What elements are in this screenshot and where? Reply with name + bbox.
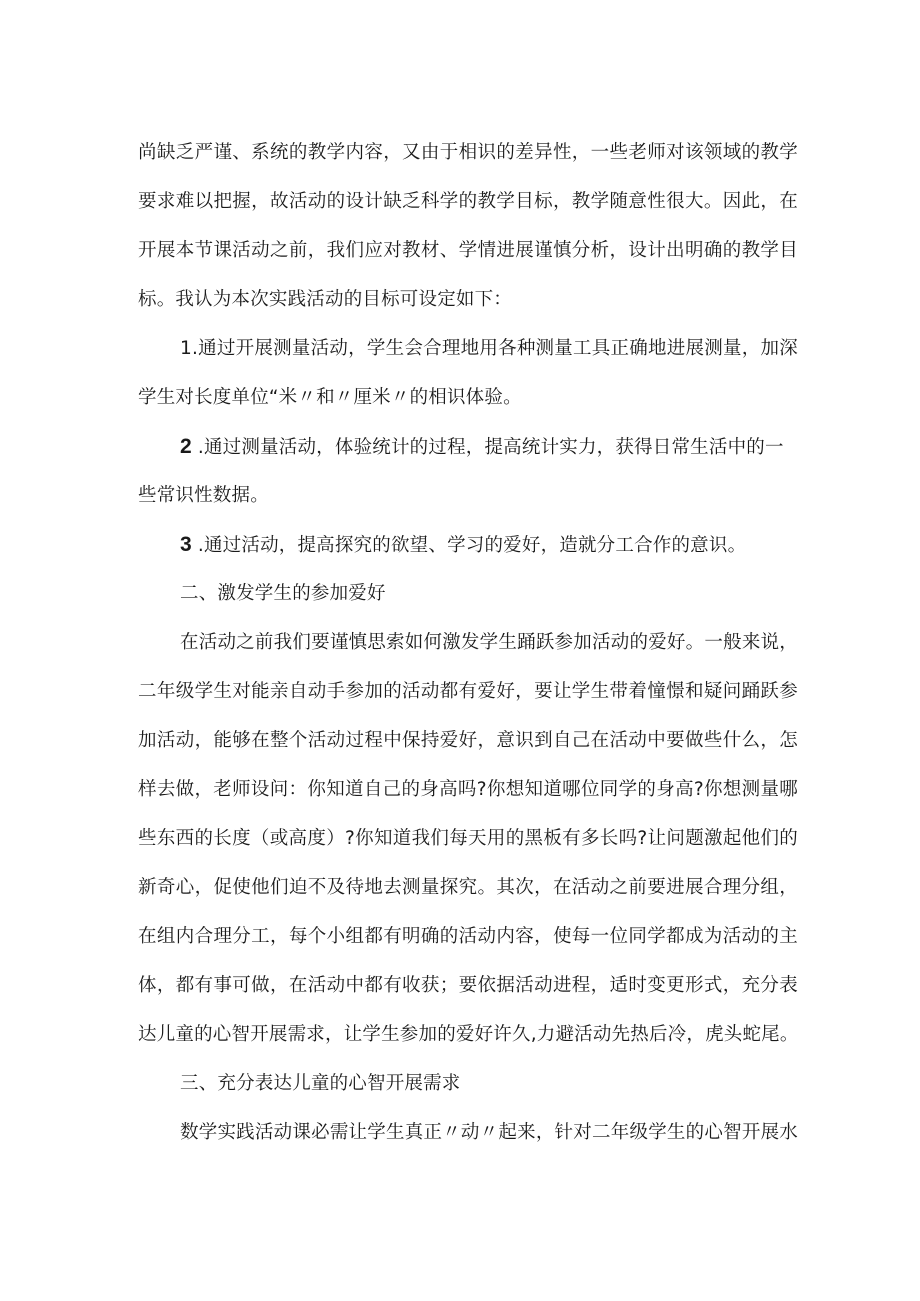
list-item-text: .通过活动，提高探究的欲望、学习的爱好，造就分工合作的意识。	[197, 535, 747, 556]
list-item-3	[180, 532, 798, 559]
list-item-2	[180, 434, 798, 461]
list-number: 2	[180, 435, 192, 458]
list-item-text: .通过测量活动，体验统计的过程，提高统计实力，获得日常生活中的一	[197, 437, 784, 458]
paragraph-line: 在组内合理分工，每个小组都有明确的活动内容，使每一位同学都成为活动的主	[138, 926, 798, 947]
section-heading: 二、激发学生的参加爱好	[180, 583, 386, 604]
list-number: 3	[180, 533, 192, 556]
paragraph-line: 加活动，能够在整个活动过程中保持爱好，意识到自己在活动中要做些什么，怎	[138, 730, 798, 751]
paragraph-line: 体，都有事可做，在活动中都有收获；要依据活动进程，适时变更形式，充分表	[138, 975, 798, 996]
paragraph-line: 在活动之前我们要谨慎思索如何激发学生踊跃参加活动的爱好。一般来说，	[180, 632, 798, 653]
paragraph-line: 达儿童的心智开展需求，让学生参加的爱好许久,力避活动先热后冷，虎头蛇尾。	[138, 1024, 799, 1045]
paragraph-line: 样去做，老师设问：你知道自己的身高吗?你想知道哪位同学的身高?你想测量哪	[138, 779, 798, 800]
paragraph-line: 标。我认为本次实践活动的目标可设定如下：	[138, 289, 513, 310]
paragraph-line: 数学实践活动课必需让学生真正〃动〃起来，针对二年级学生的心智开展水	[180, 1122, 798, 1143]
list-item-1	[180, 336, 798, 362]
paragraph-line: 要求难以把握，故活动的设计缺乏科学的教学目标，教学随意性很大。因此，在	[138, 191, 798, 212]
paragraph-line: 二年级学生对能亲自动手参加的活动都有爱好，要让学生带着憧憬和疑问踊跃参	[138, 681, 798, 702]
paragraph-line: 尚缺乏严谨、系统的教学内容，又由于相识的差异性，一些老师对该领域的教学	[138, 142, 798, 163]
list-item-text: 1.通过开展测量活动，学生会合理地用各种测量工具正确地进展测量，加深	[180, 338, 798, 359]
paragraph-line: 开展本节课活动之前，我们应对教材、学情进展谨慎分析，设计出明确的教学目	[138, 240, 798, 261]
paragraph-line: 些东西的长度（或高度）?你知道我们每天用的黑板有多长吗?让问题激起他们的	[138, 828, 798, 849]
section-heading: 三、充分表达儿童的心智开展需求	[180, 1073, 461, 1094]
paragraph-line: 学生对长度单位“米〃和〃厘米〃的相识体验。	[138, 387, 522, 408]
paragraph-line: 些常识性数据。	[138, 485, 269, 506]
paragraph-line: 新奇心，促使他们迫不及待地去测量探究。其次，在活动之前要进展合理分组，	[138, 877, 798, 898]
